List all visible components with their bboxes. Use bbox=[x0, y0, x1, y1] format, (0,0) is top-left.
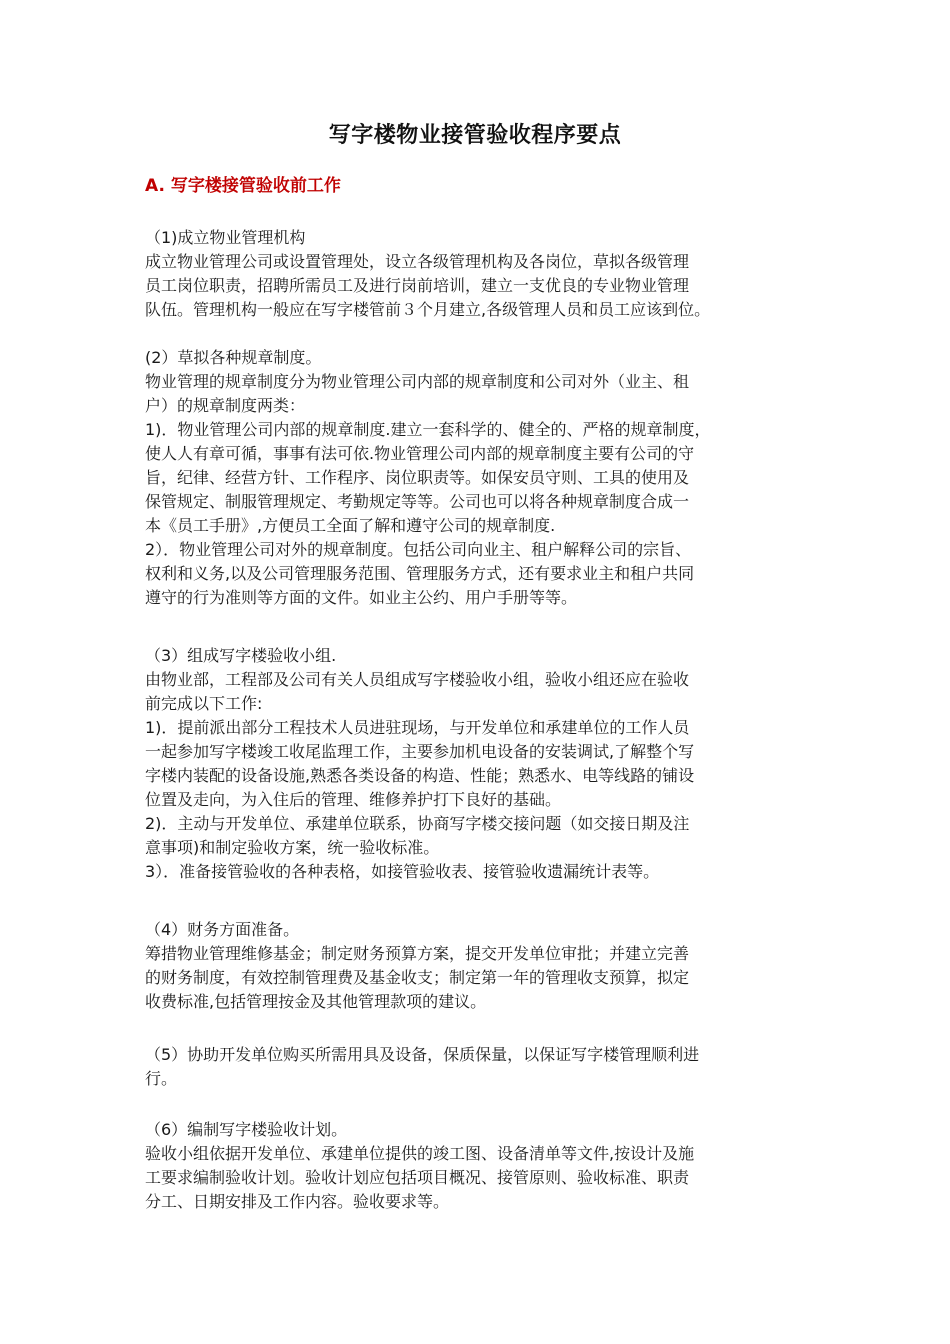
paragraph-line: 成立物业管理公司或设置管理处，设立各级管理机构及各岗位，草拟各级管理 bbox=[145, 252, 690, 271]
section-heading-a: A. 写字楼接管验收前工作 bbox=[145, 176, 341, 196]
paragraph-3 bbox=[145, 644, 815, 884]
paragraph-line: 工要求编制验收计划。验收计划应包括项目概况、接管原则、验收标准、职责 bbox=[145, 1168, 690, 1187]
paragraph-line: 使人人有章可循，事事有法可依.物业管理公司内部的规章制度主要有公司的守 bbox=[145, 444, 695, 463]
paragraph-line: （6）编制写字楼验收计划。 bbox=[145, 1120, 348, 1139]
paragraph-line: 2)．主动与开发单位、承建单位联系，协商写字楼交接问题（如交接日期及注 bbox=[145, 814, 690, 833]
paragraph-line: （4）财务方面准备。 bbox=[145, 920, 300, 939]
paragraph-line: 验收小组依据开发单位、承建单位提供的竣工图、设备清单等文件,按设计及施 bbox=[145, 1144, 695, 1163]
paragraph-line: 权利和义务,以及公司管理服务范围、管理服务方式，还有要求业主和租户共同 bbox=[145, 564, 695, 583]
paragraph-line: 筹措物业管理维修基金；制定财务预算方案，提交开发单位审批；并建立完善 bbox=[145, 944, 690, 963]
paragraph-line: 分工、日期安排及工作内容。验收要求等。 bbox=[145, 1192, 450, 1211]
paragraph-line: （3）组成写字楼验收小组. bbox=[145, 646, 337, 665]
paragraph-line: 户）的规章制度两类： bbox=[145, 396, 306, 415]
paragraph-line: 行。 bbox=[145, 1069, 178, 1088]
paragraph-1 bbox=[145, 226, 815, 322]
paragraph-line: 本《员工手册》,方便员工全面了解和遵守公司的规章制度. bbox=[145, 516, 556, 535]
paragraph-line: 的财务制度，有效控制管理费及基金收支；制定第一年的管理收支预算，拟定 bbox=[145, 968, 690, 987]
paragraph-4 bbox=[145, 918, 815, 1014]
paragraph-line: 保管规定、制服管理规定、考勤规定等等。公司也可以将各种规章制度合成一 bbox=[145, 492, 690, 511]
paragraph-line: 前完成以下工作: bbox=[145, 694, 263, 713]
paragraph-5 bbox=[145, 1043, 815, 1091]
paragraph-line: 队伍。管理机构一般应在写字楼管前３个月建立,各级管理人员和员工应该到位。 bbox=[145, 300, 711, 319]
paragraph-line: 遵守的行为准则等方面的文件。如业主公约、用户手册等等。 bbox=[145, 588, 578, 607]
paragraph-2 bbox=[145, 346, 815, 610]
paragraph-line: 员工岗位职责，招聘所需员工及进行岗前培训，建立一支优良的专业物业管理 bbox=[145, 276, 690, 295]
paragraph-line: 3）．准备接管验收的各种表格，如接管验收表、接管验收遗漏统计表等。 bbox=[145, 862, 660, 881]
paragraph-line: （5）协助开发单位购买所需用具及设备，保质保量，以保证写字楼管理顺利进 bbox=[145, 1045, 700, 1064]
paragraph-line: 物业管理的规章制度分为物业管理公司内部的规章制度和公司对外（业主、租 bbox=[145, 372, 690, 391]
paragraph-line: 一起参加写字楼竣工收尾监理工作，主要参加机电设备的安装调试,了解整个写 bbox=[145, 742, 695, 761]
paragraph-line: （1)成立物业管理机构 bbox=[145, 228, 306, 247]
paragraph-line: 1)．物业管理公司内部的规章制度.建立一套科学的、健全的、严格的规章制度， bbox=[145, 420, 711, 439]
paragraph-line: 字楼内装配的设备设施,熟悉各类设备的构造、性能；熟悉水、电等线路的铺设 bbox=[145, 766, 695, 785]
paragraph-line: 收费标准,包括管理按金及其他管理款项的建议。 bbox=[145, 992, 487, 1011]
paragraph-line: 由物业部，工程部及公司有关人员组成写字楼验收小组，验收小组还应在验收 bbox=[145, 670, 690, 689]
paragraph-line: 2）．物业管理公司对外的规章制度。包括公司向业主、租户解释公司的宗旨、 bbox=[145, 540, 692, 559]
paragraph-line: (2）草拟各种规章制度。 bbox=[145, 348, 322, 367]
paragraph-line: 意事项)和制定验收方案，统一验收标准。 bbox=[145, 838, 440, 857]
paragraph-6 bbox=[145, 1118, 815, 1214]
paragraph-line: 旨，纪律、经营方针、工作程序、岗位职责等。如保安员守则、工具的使用及 bbox=[145, 468, 690, 487]
paragraph-line: 位置及走向，为入住后的管理、维修养护打下良好的基础。 bbox=[145, 790, 562, 809]
paragraph-line: 1)．提前派出部分工程技术人员进驻现场，与开发单位和承建单位的工作人员 bbox=[145, 718, 690, 737]
document-title: 写字楼物业接管验收程序要点 bbox=[328, 123, 622, 148]
